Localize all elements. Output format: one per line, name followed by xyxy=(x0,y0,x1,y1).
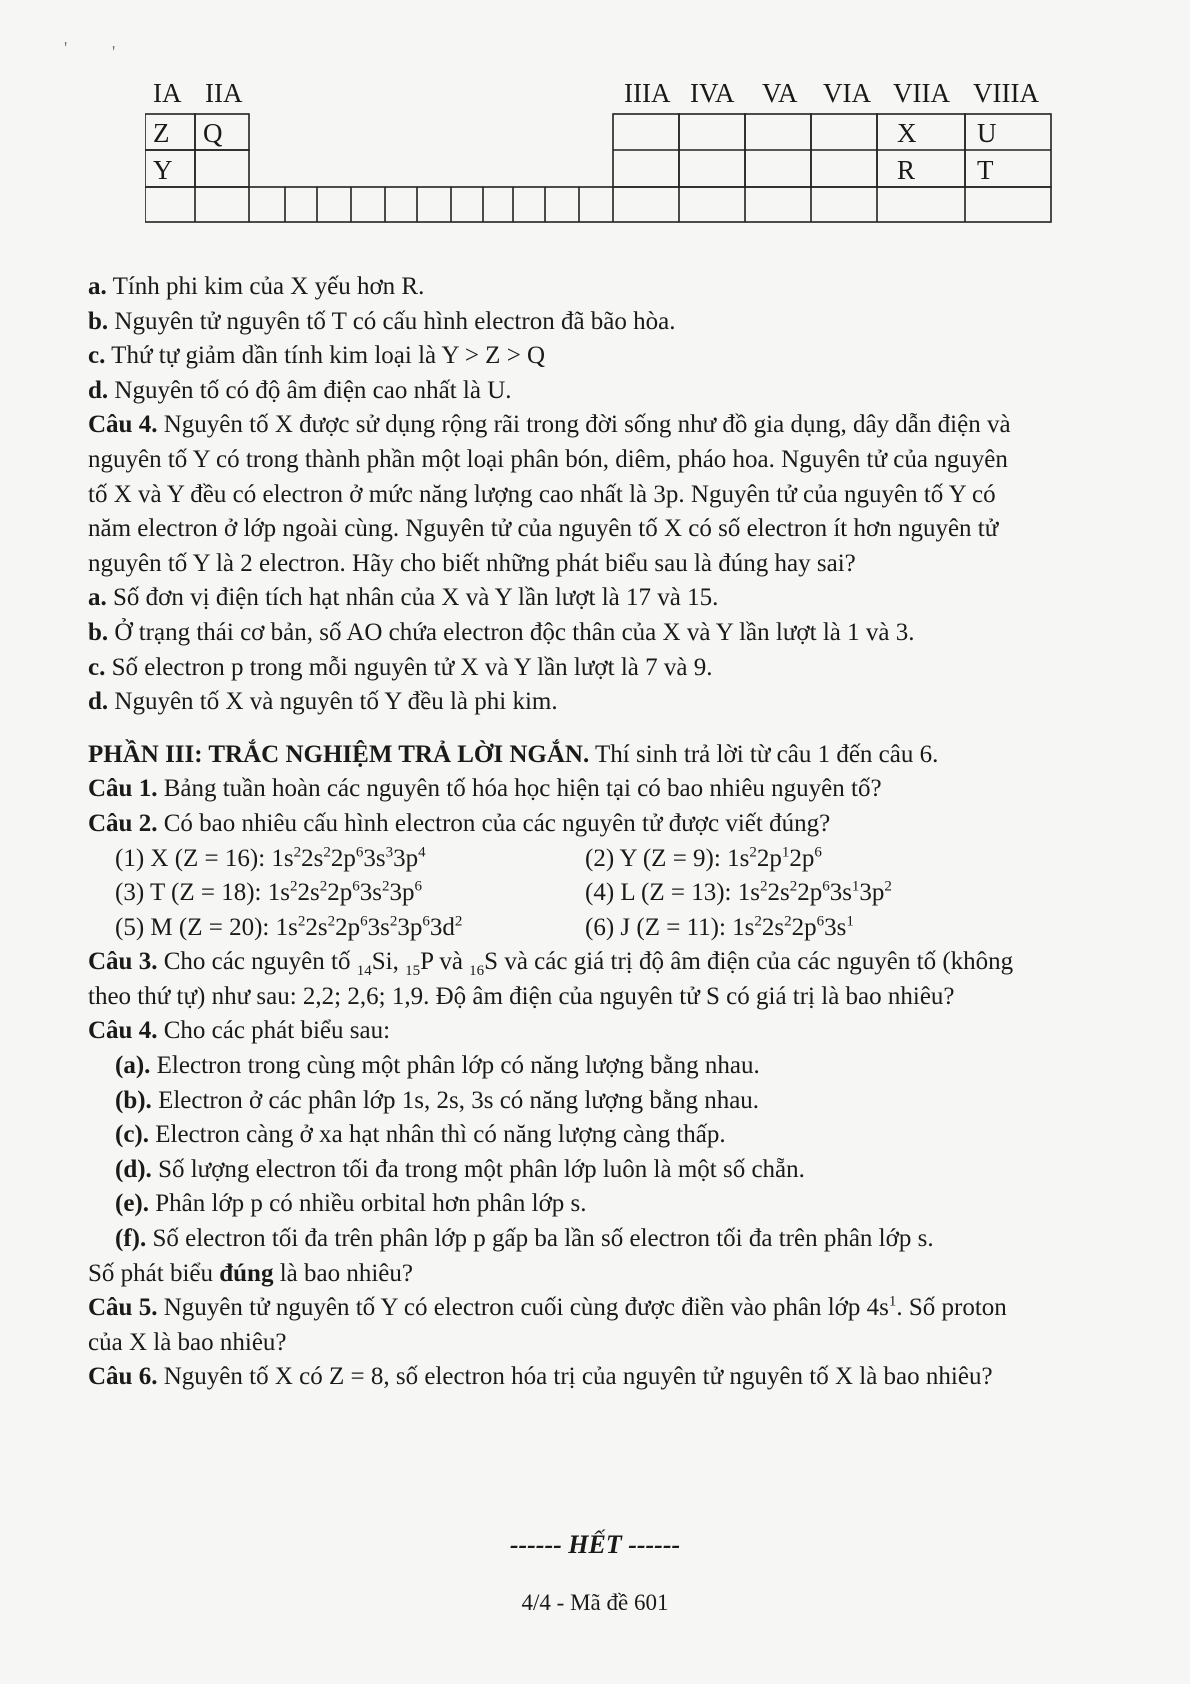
electron-count: 2 xyxy=(884,878,892,895)
corner-mark: ' xyxy=(112,42,116,62)
orbital: 1s xyxy=(267,879,290,907)
orbital: 2p xyxy=(791,913,817,941)
q3-option-c: c. Thứ tự giảm dần tính kim loại là Y > Z > Q xyxy=(88,342,546,370)
config-label: (5) M (Z = 20): xyxy=(115,913,276,941)
orbital: 3d xyxy=(429,913,455,941)
electron-count: 6 xyxy=(360,913,368,930)
group-label: IVA xyxy=(690,78,735,108)
group-label: IIA xyxy=(205,78,243,108)
statement-c: (c). Electron càng ở xa hạt nhân thì có năng lượng càng thấp. xyxy=(115,1121,726,1149)
q3-option-d: d. Nguyên tố có độ âm điện cao nhất là U. xyxy=(88,376,512,404)
orbital: 3s xyxy=(359,879,382,907)
orbital: 3p xyxy=(859,879,885,907)
part3-q2: Câu 2. Có bao nhiêu cấu hình electron của các nguyên tử được viết đúng? xyxy=(88,809,831,837)
group-label: IA xyxy=(153,78,182,108)
electron-count: 6 xyxy=(414,878,422,895)
orbital: 3p xyxy=(393,844,419,872)
orbital: 1s xyxy=(737,879,760,907)
orbital: 2s xyxy=(767,879,790,907)
statement-b: (b). Electron ở các phân lớp 1s, 2s, 3s có năng lượng bằng nhau. xyxy=(115,1086,760,1114)
part3-q5: Câu 5. Nguyên tử nguyên tố Y có electron cuối cùng được điền vào phân lớp $4s^1$. Số proton xyxy=(88,1293,1007,1322)
orbital: 2p xyxy=(789,844,815,872)
q4-option-a: a. Số đơn vị điện tích hạt nhân của X và Y lần lượt là 17 và 15. xyxy=(88,584,719,612)
orbital: 1s xyxy=(727,844,750,872)
q4-option-b: b. Ở trạng thái cơ bản, số AO chứa electron độc thân của X và Y lần lượt là 1 và 3. xyxy=(88,618,915,646)
group-label: VIIA xyxy=(893,78,950,108)
statement-e: (e). Phân lớp p có nhiều orbital hơn phân lớp s. xyxy=(115,1190,587,1218)
config-item xyxy=(585,876,892,911)
group-label: IIIA xyxy=(624,78,671,108)
electron-count: 2 xyxy=(389,913,398,930)
electron-count: 6 xyxy=(422,913,430,930)
part3-heading: PHẦN III: TRẮC NGHIỆM TRẢ LỜI NGẮN. Thí sinh trả lời từ câu 1 đến câu 6. xyxy=(88,740,939,768)
config-item xyxy=(115,842,585,877)
config-row xyxy=(88,911,1128,946)
q4-stem: Câu 4. Nguyên tố X được sử dụng rộng rãi trong đời sống như đồ gia dụng, dây dẫn điện và xyxy=(88,411,1011,439)
part3-q5-cont: của X là bao nhiêu? xyxy=(88,1328,287,1356)
q4-option-d: d. Nguyên tố X và nguyên tố Y đều là phi kim. xyxy=(88,688,558,716)
statement-a: (a). Electron trong cùng một phân lớp có năng lượng bằng nhau. xyxy=(115,1052,760,1080)
cell-letter-u: U xyxy=(977,118,997,148)
orbital: 3s xyxy=(367,913,390,941)
statement-f: (f). Số electron tối đa trên phân lớp p gấp ba lần số electron tối đa trên phân lớp s. xyxy=(115,1225,934,1253)
end-marker: ------ HẾT ------ xyxy=(509,1530,681,1559)
electron-count: 2 xyxy=(749,844,757,861)
config-row xyxy=(88,842,1128,877)
cell-letter-r: R xyxy=(897,155,916,185)
electron-count: 2 xyxy=(789,878,798,895)
group-labels xyxy=(145,78,1053,112)
group-label: VIIIA xyxy=(973,78,1039,108)
q4-stem: năm electron ở lớp ngoài cùng. Nguyên tử của nguyên tố X có số electron ít hơn nguyên tử xyxy=(88,515,999,543)
orbital: 2p xyxy=(797,879,823,907)
cell-letter-z: Z xyxy=(153,118,170,148)
electron-count: 2 xyxy=(289,878,298,895)
config-item xyxy=(585,842,822,877)
orbital: 2s xyxy=(301,844,324,872)
part3-q1: Câu 1. Bảng tuần hoàn các nguyên tố hóa học hiện tại có bao nhiêu nguyên tố? xyxy=(88,775,882,803)
orbital: 3s xyxy=(363,844,386,872)
electron-count: 2 xyxy=(784,913,792,930)
electron-count: 2 xyxy=(319,878,328,895)
electron-count: 4 xyxy=(418,844,426,861)
page-footer: 4/4 - Mã đề 601 xyxy=(521,1590,669,1615)
part3-q6: Câu 6. Nguyên tố X có Z = 8, số electron hóa trị của nguyên tử nguyên tố X là bao nhiêu? xyxy=(88,1363,993,1391)
part3-q4: Câu 4. Cho các phát biểu sau: xyxy=(88,1017,391,1045)
orbital: 3s xyxy=(829,879,852,907)
part3-q4-question: Số phát biểu đúng là bao nhiêu? xyxy=(88,1259,413,1287)
config-item xyxy=(115,911,585,946)
part3-q3: Câu 3. Cho các nguyên tố $_{14}$Si, $_{15}$P và $_{16}$S và các giá trị độ âm điện của các nguyên tố (không xyxy=(88,948,1014,980)
electron-count: 6 xyxy=(816,913,825,930)
group-label: VA xyxy=(762,78,798,108)
section-title: PHẦN III: TRẮC NGHIỆM TRẢ LỜI NGẮN. xyxy=(88,740,590,768)
cell-letter-q: Q xyxy=(203,118,223,148)
electron-count: 2 xyxy=(381,878,390,895)
part3-q3-cont: theo thứ tự) như sau: 2,2; 2,6; 1,9. Độ âm điện của nguyên tử S có giá trị là bao nhiêu? xyxy=(88,982,955,1010)
electron-count: 1 xyxy=(846,913,854,930)
q3-option-b: b. Nguyên tử nguyên tố T có cấu hình electron đã bão hòa. xyxy=(88,307,676,335)
cell-letter-y: Y xyxy=(153,155,173,185)
electron-count: 6 xyxy=(355,844,364,861)
config-label: (3) T (Z = 18): xyxy=(115,879,268,907)
electron-count: 6 xyxy=(822,878,830,895)
electron-count: 2 xyxy=(293,844,302,861)
cell-letter-x: X xyxy=(897,118,917,148)
orbital: 3p xyxy=(397,913,423,941)
orbital: 2p xyxy=(330,844,356,872)
orbital: 2s xyxy=(297,879,320,907)
config-label: (1) X (Z = 16): xyxy=(115,844,272,872)
electron-count: 2 xyxy=(759,878,768,895)
electron-count: 2 xyxy=(454,913,463,930)
orbital: 2s xyxy=(761,913,785,941)
config-label: (4) L (Z = 13): xyxy=(585,879,738,907)
group-label: VIA xyxy=(823,78,871,108)
statement-d: (d). Số lượng electron tối đa trong một phân lớp luôn là một số chẵn. xyxy=(115,1155,805,1183)
orbital: 3s xyxy=(824,913,847,941)
config-item xyxy=(585,911,854,946)
orbital: 1s xyxy=(275,913,298,941)
orbital: 2s xyxy=(305,913,328,941)
orbital: 2p xyxy=(327,879,353,907)
periodic-table-grid xyxy=(145,112,1055,224)
electron-count: 2 xyxy=(323,844,331,861)
exam-content xyxy=(88,270,1128,1395)
cell-letter-t: T xyxy=(977,155,994,185)
electron-count: 2 xyxy=(297,913,306,930)
orbital: 1s xyxy=(732,913,755,941)
q4-stem: nguyên tố Y có trong thành phần một loại phân bón, diêm, pháo hoa. Nguyên tử của nguyên xyxy=(88,445,1008,473)
q3-option-a: a. Tính phi kim của X yếu hơn R. xyxy=(88,273,425,300)
config-row xyxy=(88,876,1128,911)
electron-count: 2 xyxy=(327,913,336,930)
orbital: 1s xyxy=(271,844,294,872)
q4-option-c: c. Số electron p trong mỗi nguyên tử X và Y lần lượt là 7 và 9. xyxy=(88,653,713,681)
electron-count: 3 xyxy=(385,844,394,861)
orbital: 3p xyxy=(389,879,415,907)
q4-stem: tố X và Y đều có electron ở mức năng lượng cao nhất là 3p. Nguyên tử của nguyên tố Y có xyxy=(88,480,996,508)
q4-stem: nguyên tố Y là 2 electron. Hãy cho biết những phát biểu sau là đúng hay sai? xyxy=(88,549,856,577)
electron-count: 1 xyxy=(781,844,790,861)
orbital: 2p xyxy=(335,913,361,941)
corner-mark: ' xyxy=(64,38,68,58)
cell-empty xyxy=(195,150,249,187)
config-label: (6) J (Z = 11): xyxy=(585,913,733,941)
periodic-table xyxy=(145,78,1053,185)
orbital: 2p xyxy=(756,844,782,872)
electron-count: 6 xyxy=(352,878,360,895)
electron-count: 1 xyxy=(851,878,860,895)
electron-count: 2 xyxy=(754,913,762,930)
config-label: (2) Y (Z = 9): xyxy=(585,844,728,872)
config-item xyxy=(115,876,585,911)
electron-count: 6 xyxy=(814,844,822,861)
